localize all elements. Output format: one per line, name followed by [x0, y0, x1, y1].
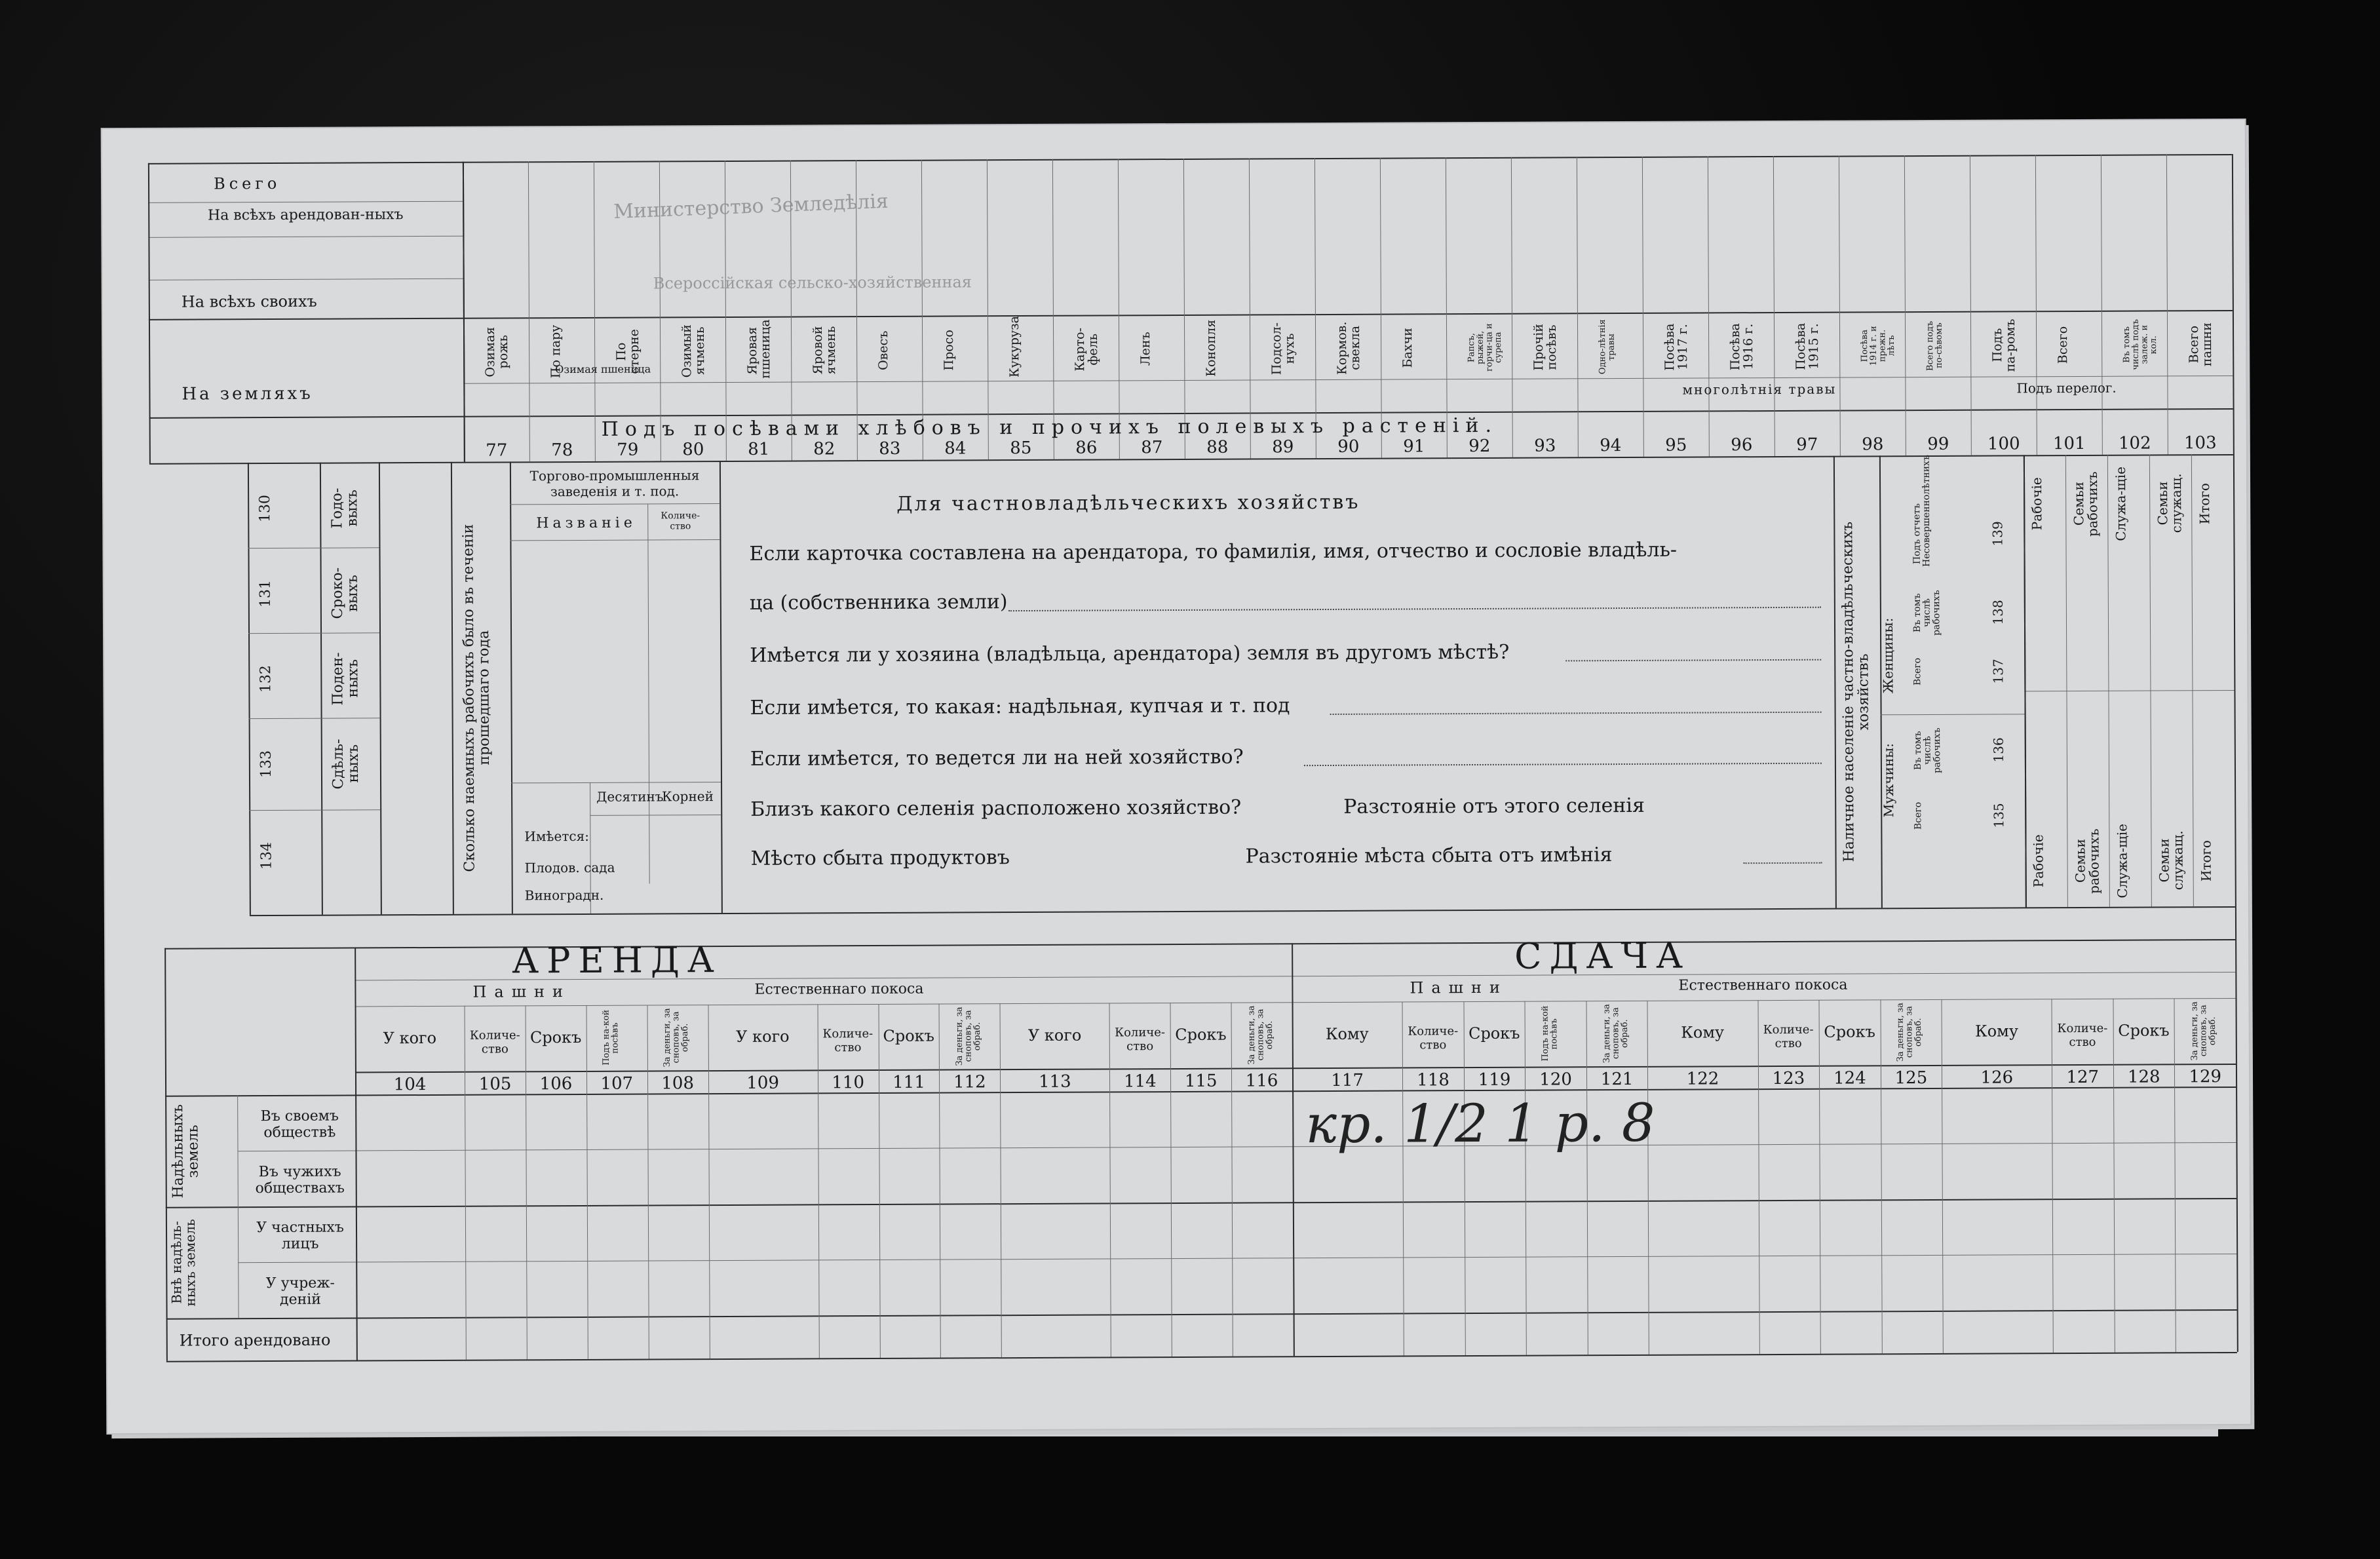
summary-label-bottom: Семьи служащ. [2156, 830, 2186, 891]
worker-label: Сдѣль-ныхъ [330, 739, 362, 790]
top-col-num: 84 [944, 438, 967, 459]
lease-col-label: Кому [1681, 1023, 1725, 1042]
row-uchrezhdeniy: У учреж-деній [265, 1275, 335, 1308]
top-col-label: Въ томъ числѣ подъ залеж. и кол. [2122, 319, 2159, 370]
row-label-svoikh: На всѣхъ своихъ [181, 292, 317, 311]
lease-col-num: 119 [1478, 1069, 1511, 1090]
top-col-num: 79 [617, 440, 639, 460]
summary-label-bottom: Итого [2198, 839, 2214, 881]
top-col-label: Просо [942, 329, 957, 371]
lease-col-label: Срокъ [883, 1026, 934, 1045]
summary-label-top: Служа-щіе [2112, 466, 2129, 541]
lease-col-num: 115 [1184, 1071, 1218, 1091]
lease-col-label: Количе-ство [1115, 1026, 1166, 1054]
summary-label-top: Итого [2197, 482, 2213, 524]
top-col-num: 102 [2118, 433, 2151, 453]
worker-num: 134 [258, 842, 275, 870]
worker-num: 131 [257, 580, 274, 608]
pop-num: 137 [1990, 659, 2006, 684]
row-svoem: Въ своемъ обществѣ [260, 1107, 339, 1142]
lease-col-label: За деньги, за сноповъ, за обраб. [1602, 1004, 1630, 1064]
q6b: Разстояніе мѣста сбыта отъ имѣнія [1245, 843, 1613, 868]
lease-col-num: 118 [1417, 1070, 1449, 1090]
land-vinograd: Виноградн. [524, 887, 604, 904]
worker-label: Сроко-выхъ [329, 568, 361, 619]
top-col-label: Яровой ячмень [810, 326, 839, 375]
lease-col-label: Срокъ [529, 1028, 582, 1047]
lease-col-num: 127 [2066, 1067, 2100, 1088]
top-col-label: Подсол-нухъ [1269, 322, 1297, 375]
q5a: Близъ какого селенія расположено хозяйство? [750, 796, 1242, 821]
sdacha-pokos: Естественнаго покоса [1678, 976, 1848, 994]
top-col-num: 99 [1927, 434, 1949, 454]
top-col-label: По пару [548, 324, 564, 379]
top-col-label: Подъ па-ромъ [1990, 318, 2018, 372]
top-col-label: Всего пашни [2187, 322, 2215, 367]
pop-num: 139 [1989, 521, 2006, 547]
lease-col-num: 106 [539, 1074, 573, 1094]
lease-col-label: У кого [383, 1028, 437, 1048]
top-col-label: Овесъ [876, 330, 891, 370]
top-col-num: 93 [1534, 436, 1556, 456]
lease-col-label: Количе-ство [1408, 1024, 1459, 1052]
q5b: Разстояніе отъ этого селенія [1343, 794, 1645, 818]
land-sad: Плодов. сада [524, 859, 615, 876]
pop-num: 136 [1990, 737, 2006, 763]
lease-col-num: 107 [600, 1073, 634, 1094]
group-ozimaya: Озимая пшеница [555, 362, 651, 376]
top-col-num: 101 [2052, 433, 2086, 454]
trade-header: Торгово-промышленныя заведенія и т. под. [529, 467, 700, 500]
top-col-label: Озимая рожь [482, 326, 511, 377]
lease-col-num: 109 [746, 1073, 780, 1093]
lease-col-num: 124 [1833, 1068, 1866, 1088]
trade-qty: Количе-ство [661, 510, 701, 532]
top-col-num: 77 [486, 440, 508, 461]
top-col-num: 78 [551, 440, 573, 461]
worker-num: 132 [258, 665, 275, 693]
summary-label-bottom: Рабочіе [2030, 834, 2046, 888]
census-card [102, 120, 2251, 1433]
stamp-ministry: Министерство Земледѣлія [613, 189, 889, 224]
top-col-num: 88 [1206, 437, 1229, 457]
q4: Если имѣется, то ведется ли на ней хозяйство? [750, 745, 1244, 771]
lease-col-num: 120 [1539, 1069, 1572, 1090]
top-col-num: 94 [1600, 436, 1622, 456]
top-col-label: Кукуруза [1007, 316, 1022, 378]
lease-col-label: У кого [736, 1027, 790, 1046]
top-col-num: 97 [1796, 434, 1818, 455]
handwritten-entry: кр. 1/2 1 р. 8 [1305, 1092, 1655, 1155]
private-title: Для частновладѣльческихъ хозяйствъ [896, 490, 1360, 516]
lease-col-num: 122 [1686, 1069, 1719, 1089]
top-col-label: Рапсъ, рыжей, горчи-ца и сурепа [1467, 323, 1504, 372]
top-col-label: Карто-фель [1073, 327, 1101, 372]
lease-col-label: Количе-ство [1763, 1022, 1814, 1051]
top-col-num: 91 [1403, 436, 1425, 457]
lease-col-num: 111 [892, 1072, 925, 1092]
top-col-num: 82 [813, 439, 835, 459]
stamp-vserossiyskaya: Всероссійская сельско-хозяйственная [653, 273, 972, 293]
lease-col-num: 113 [1038, 1071, 1071, 1092]
top-col-label: Всего подъ по-сѣвомъ [1925, 320, 1944, 371]
vertical-caption-workers: Сколько наемныхъ рабочихъ было въ теченіи прошедшаго года [460, 524, 493, 872]
lease-col-label: У кого [1027, 1026, 1082, 1045]
worker-label: Годо-выхъ [329, 488, 361, 529]
lease-col-label: За деньги, за сноповъ, за обраб. [954, 1007, 982, 1066]
pop-label: Въ томъ числѣ рабочихъ [1911, 590, 1942, 636]
row-chastnykh: У частныхъ лицъ [256, 1219, 344, 1252]
top-col-num: 89 [1272, 437, 1294, 457]
top-col-label: Посѣва 1916 г. [1727, 322, 1756, 370]
q3: Если имѣется, то какая: надѣльная, купчая и т. под [750, 694, 1290, 720]
lease-col-num: 105 [478, 1074, 512, 1094]
pop-label: Подъ отчетъ Несовершеннолѣтнихъ [1911, 455, 1932, 568]
row-label-arendovannykh: На всѣхъ арендован-ныхъ [207, 206, 404, 224]
summary-label-top: Семьи рабочихъ [2071, 471, 2101, 537]
lease-col-label: Кому [1975, 1022, 2018, 1041]
top-col-num: 85 [1010, 438, 1032, 459]
arenda-title: АРЕНДА [512, 939, 722, 982]
lease-col-num: 116 [1245, 1071, 1278, 1091]
row-label-vsego: Всего [213, 174, 281, 193]
lease-col-label: Количе-ство [2057, 1021, 2108, 1050]
zhenshchiny: Женщины: [1879, 617, 1896, 694]
top-col-label: Конопля [1203, 319, 1219, 377]
top-col-label: Ленъ [1138, 332, 1153, 366]
sdacha-pashni: Пашни [1410, 978, 1508, 997]
summary-label-bottom: Служа-щіе [2114, 823, 2130, 898]
worker-label: Поден-ныхъ [330, 651, 362, 706]
lease-col-label: Срокъ [1468, 1024, 1520, 1043]
lease-col-label: Количе-ство [469, 1028, 520, 1056]
banner-posevy: Подъ посѣвами хлѣбовъ и прочихъ полевыхъ растеній. [601, 414, 1499, 441]
top-col-num: 87 [1141, 438, 1163, 458]
top-col-label: Одно-лѣтнiя травы [1597, 319, 1617, 375]
lease-col-num: 128 [2127, 1067, 2160, 1087]
top-col-label: Посѣва 1914 г. и прежн. лѣтъ [1860, 326, 1897, 366]
worker-num: 130 [257, 495, 274, 523]
top-col-label: Озимый ячмень [679, 324, 708, 378]
group-nadelnykh: Надѣльныхъ земель [170, 1104, 202, 1199]
lease-col-num: 108 [661, 1073, 695, 1094]
top-col-num: 96 [1731, 435, 1753, 455]
top-col-label: Прочiй посѣвъ [1531, 324, 1560, 371]
population-caption: Наличное населеніе частно-владѣльческихъ хозяйствъ [1839, 521, 1872, 862]
lease-col-num: 121 [1600, 1069, 1634, 1090]
row-itogo-arendovano: Итого арендовано [179, 1330, 331, 1350]
lease-col-num: 114 [1123, 1071, 1157, 1092]
lease-col-label: Срокъ [2118, 1021, 2170, 1040]
lease-col-label: Количе-ство [822, 1027, 873, 1055]
arenda-pokos: Естественнаго покоса [754, 980, 924, 998]
summary-label-top: Рабочіе [2029, 477, 2045, 531]
top-col-num: 92 [1468, 436, 1491, 457]
top-col-label: Бахчи [1400, 328, 1415, 368]
pop-label: Въ томъ числѣ рабочихъ [1912, 727, 1943, 773]
pop-num: 135 [1991, 803, 2007, 828]
lease-col-label: Подъ на-кой посѣвъ [1540, 1006, 1560, 1062]
lease-col-label: За деньги, за сноповъ, за обраб. [662, 1008, 691, 1068]
row-label-zemlyakh: На земляхъ [182, 383, 313, 404]
lease-col-num: 117 [1331, 1070, 1364, 1090]
lease-col-label: Срокъ [1824, 1022, 1875, 1041]
lease-col-num: 129 [2189, 1067, 2222, 1087]
q1a: Если карточка составлена на арендатора, то фамилія, имя, отчество и сословіе владѣль- [749, 538, 1678, 566]
top-col-label: По стерне [614, 328, 642, 374]
lease-col-num: 126 [1980, 1068, 2014, 1088]
q1b: ца (собственника земли) [749, 590, 1008, 615]
muzhchiny: Мужчины: [1880, 742, 1897, 817]
lease-col-num: 123 [1772, 1068, 1805, 1089]
lease-col-num: 125 [1894, 1068, 1928, 1088]
group-trava: многолѣтнiя травы [1682, 381, 1837, 398]
lease-col-num: 112 [953, 1072, 986, 1092]
top-col-label: Посѣва 1917 г. [1662, 323, 1691, 371]
top-col-num: 90 [1337, 436, 1360, 457]
q6a: Мѣсто сбыта продуктовъ [750, 846, 1010, 870]
top-col-label: Яровая пшеница [745, 319, 773, 379]
pop-num: 138 [1989, 600, 2006, 625]
row-chuzhikh: Въ чужихъ обществахъ [255, 1163, 345, 1197]
pop-label: Всего [1912, 657, 1923, 686]
top-col-label: Кормов. свекла [1334, 321, 1363, 375]
lease-col-label: Кому [1325, 1024, 1369, 1044]
top-col-label: Посѣва 1915 г. [1793, 322, 1822, 370]
lease-col-num: 104 [393, 1074, 427, 1095]
top-col-num: 86 [1075, 438, 1098, 458]
lease-col-label: За деньги, за сноповъ, за обраб. [1895, 1003, 1924, 1062]
pop-label: Всего [1913, 801, 1924, 830]
arenda-pashni: Пашни [472, 982, 571, 1001]
land-imeetsya: Имѣется: [524, 828, 589, 845]
lease-col-label: За деньги, за сноповъ, за обраб. [2189, 1001, 2218, 1061]
group-perelog: Подъ перелог. [2016, 379, 2117, 396]
top-col-num: 95 [1665, 435, 1687, 455]
top-col-num: 98 [1862, 434, 1884, 455]
summary-label-bottom: Семьи рабочихъ [2072, 828, 2102, 894]
q2: Имѣется ли у хозяина (владѣльца, арендатора) земля въ другомъ мѣстѣ? [750, 640, 1510, 667]
lease-col-num: 110 [832, 1073, 865, 1093]
sdacha-title: СДАЧА [1514, 934, 1691, 977]
trade-name: Названіе [536, 514, 636, 532]
lease-col-label: Подъ на-кой посѣвъ [601, 1010, 621, 1066]
group-vne-nadelnykh: Внѣ надѣль-ныхъ земель [168, 1218, 199, 1307]
top-col-num: 100 [1987, 434, 2020, 454]
lease-col-label: За деньги, за сноповъ, за обраб. [1246, 1005, 1275, 1065]
summary-label-top: Семьи служащ. [2155, 473, 2185, 533]
top-col-num: 80 [682, 440, 704, 460]
worker-num: 133 [258, 750, 275, 779]
lease-col-label: Срокъ [1175, 1025, 1227, 1045]
land-desyat: Десятинъ [596, 788, 664, 805]
top-col-num: 81 [748, 439, 770, 459]
top-col-label: Всего [2056, 326, 2071, 364]
land-korney: Корней [662, 788, 714, 805]
top-col-num: 103 [2183, 433, 2217, 453]
top-col-num: 83 [879, 438, 901, 459]
